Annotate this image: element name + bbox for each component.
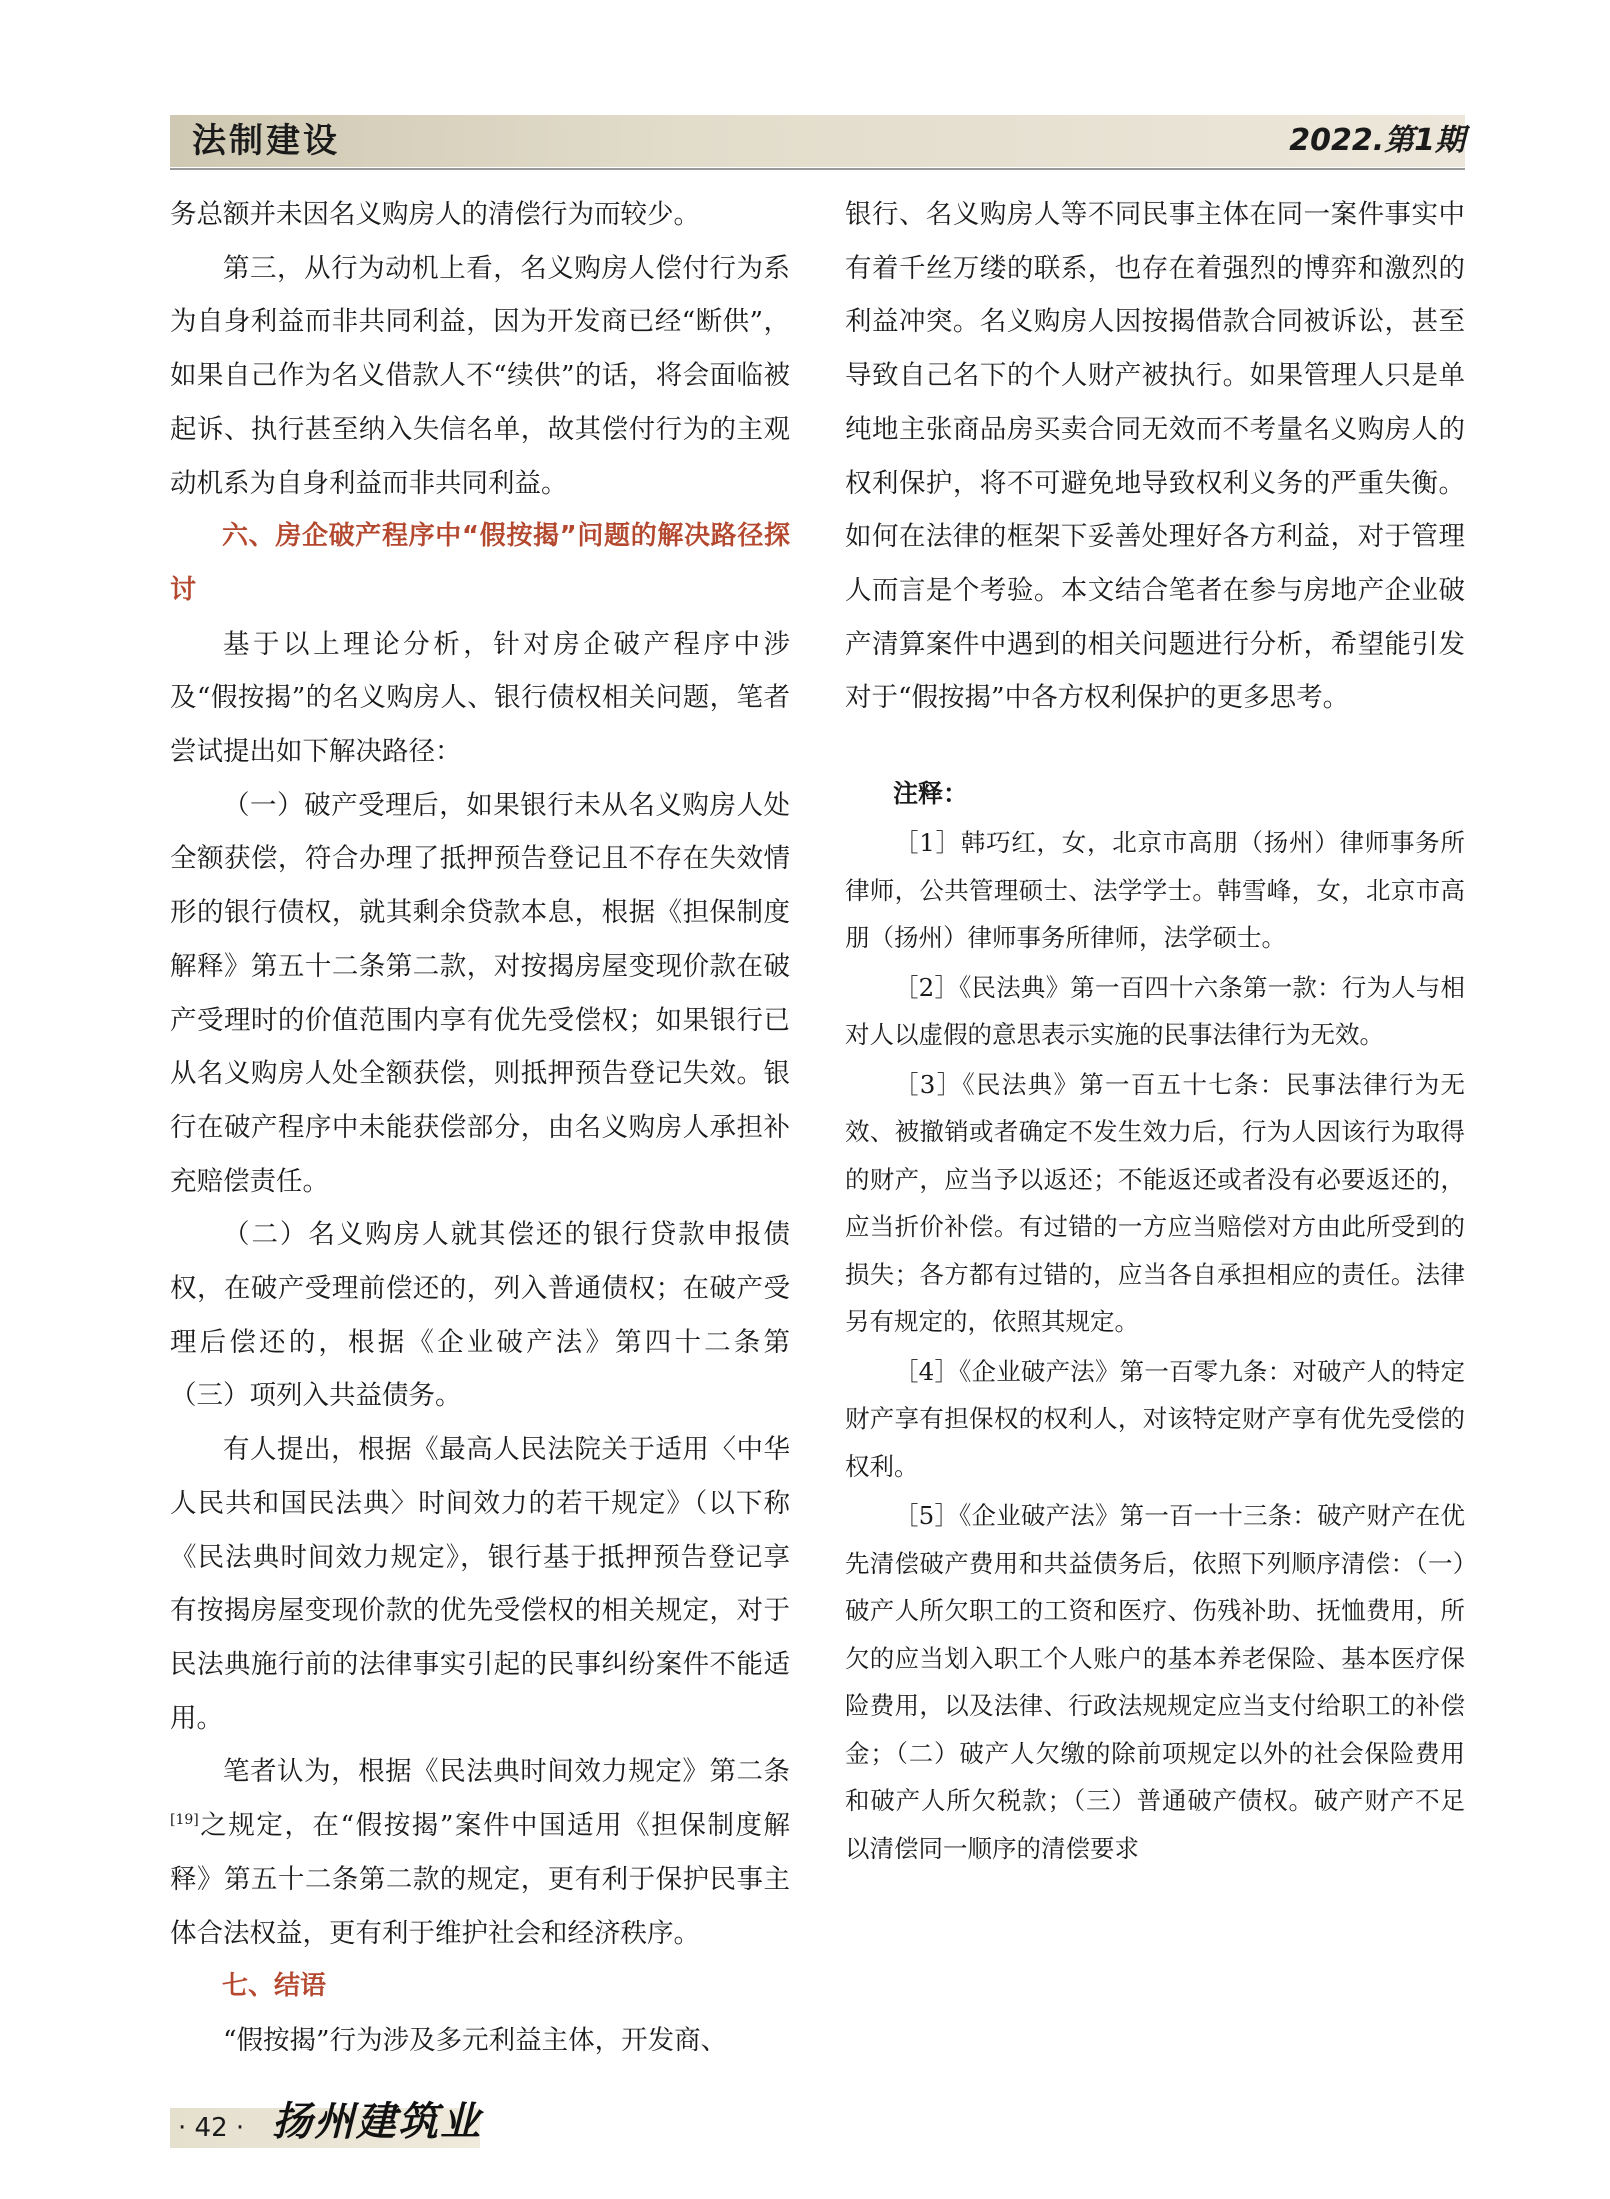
section-heading: 六、房企破产程序中“假按揭”问题的解决路径探讨 — [170, 521, 790, 605]
notes-title: 注释： — [893, 779, 969, 809]
paragraph: （二）名义购房人就其偿还的银行贷款申报债权，在破产受理前偿还的，列入普通债权；在破产受理后偿还的，根据《企业破产法》第四十二条第（三）项列入共益债务。 — [170, 1219, 790, 1412]
paragraph: 银行、名义购房人等不同民事主体在同一案件事实中有着千丝万缕的联系，也存在着强烈的博弈和激烈的利益冲突。名义购房人因按揭借款合同被诉讼，甚至导致自己名下的个人财产被执行。如果管理人只是单纯地主张商品房买卖合同无效而不考量名义购房人的权利保护，将不可避免地导致权利义务的严重失衡。如何在法律的框架下妥善处理好各方利益，对于管理人而言是个考验。本文结合笔者在参与房地产企业破产清算案件中遇到的相关问题进行分析，希望能引发对于“假按揭”中各方权利保护的更多思考。 — [845, 199, 1465, 714]
right-column — [845, 188, 1465, 1872]
journal-logo: 扬州建筑业 — [272, 2098, 482, 2145]
footnote: ［5］《企业破产法》第一百一十三条：破产财产在优先清偿破产费用和共益债务后，依照下列顺序清偿：（一）破产人所欠职工的工资和医疗、伤残补助、抚恤费用，所欠的应当划入职工个人账户的基本养老保险、基本医疗保险费用，以及法律、行政法规规定应当支付给职工的补偿金；（二）破产人欠缴的除前项规定以外的社会保险费用和破产人所欠税款；（三）普通破产债权。破产财产不足以清偿同一顺序的清偿要求 — [845, 1501, 1465, 1863]
paragraph-text: 之规定，在“假按揭”案件中国适用《担保制度解释》第五十二条第二款的规定，更有利于保护民事主体合法权益，更有利于维护社会和经济秩序。 — [170, 1810, 790, 1949]
paragraph — [170, 1745, 790, 1960]
paragraph: （一）破产受理后，如果银行未从名义购房人处全额获偿，符合办理了抵押预告登记且不存在失效情形的银行债权，就其剩余贷款本息，根据《担保制度解释》第五十二条第二款，对按揭房屋变现价款在破产受理时的价值范围内享有优先受偿权；如果银行已从名义购房人处全额获偿，则抵押预告登记失效。银行在破产程序中未能获偿部分，由名义购房人承担补充赔偿责任。 — [170, 789, 790, 1197]
paragraph: 有人提出，根据《最高人民法院关于适用〈中华人民共和国民法典〉时间效力的若干规定》（以下称《民法典时间效力规定》，银行基于抵押预告登记享有按揭房屋变现价款的优先受偿权的相关规定，对于民法典施行前的法律事实引起的民事纠纷案件不能适用。 — [170, 1434, 790, 1734]
footnote: ［2］《民法典》第一百四十六条第一款：行为人与相对人以虚假的意思表示实施的民事法律行为无效。 — [845, 972, 1465, 1050]
header-divider — [170, 168, 1465, 170]
section-heading: 七、结语 — [222, 1971, 327, 2002]
paragraph-text: 笔者认为，根据《民法典时间效力规定》第二条 — [223, 1756, 790, 1788]
paragraph: “假按揭”行为涉及多元利益主体，开发商、 — [223, 2024, 728, 2056]
header-band — [170, 115, 1465, 167]
paragraph: 务总额并未因名义购房人的清偿行为而较少。 — [170, 199, 700, 230]
footnote: ［4］《企业破产法》第一百零九条：对破产人的特定财产享有担保权的权利人，对该特定财产享有优先受偿的权利。 — [845, 1356, 1465, 1481]
paragraph: 基于以上理论分析，针对房企破产程序中涉及“假按揭”的名义购房人、银行债权相关问题，笔者尝试提出如下解决路径： — [170, 628, 790, 768]
citation-marker: [19] — [170, 1812, 199, 1829]
paragraph: 第三，从行为动机上看，名义购房人偿付行为系为自身利益而非共同利益，因为开发商已经“断供”，如果自己作为名义借款人不“续供”的话，将会面临被起诉、执行甚至纳入失信名单，故其偿付行为的主观动机系为自身利益而非共同利益。 — [170, 252, 790, 499]
section-title: 法制建设 — [192, 121, 340, 161]
page-number: · 42 · — [178, 2113, 245, 2143]
footnote: ［3］《民法典》第一百五十七条：民事法律行为无效、被撤销或者确定不发生效力后，行为人因该行为取得的财产，应当予以返还；不能返还或者没有必要返还的，应当折价补偿。有过错的一方应当赔偿对方由此所受到的损失；各方都有过错的，应当各自承担相应的责任。法律另有规定的，依照其规定。 — [845, 1069, 1465, 1337]
footnote: ［1］韩巧红，女，北京市高朋（扬州）律师事务所律师，公共管理硕士、法学学士。韩雪峰，女，北京市高朋（扬州）律师事务所律师，法学硕士。 — [845, 828, 1465, 953]
left-column — [170, 188, 790, 2068]
issue-label: 2022.第1期 — [1289, 123, 1465, 158]
